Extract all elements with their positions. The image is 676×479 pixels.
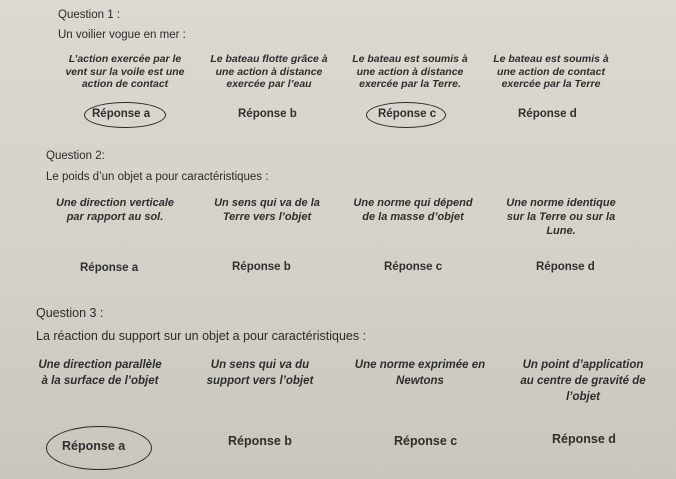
- q1-option-b-line: Le bateau flotte grâce à: [210, 53, 328, 65]
- q3-option-d: [503, 357, 663, 405]
- q3-answer-a[interactable]: Réponse a: [62, 439, 126, 453]
- q1-answer-d[interactable]: Réponse d: [518, 108, 577, 120]
- q3-option-d-line: l’objet: [566, 391, 600, 403]
- q2-option-b-line: Terre vers l’objet: [222, 211, 312, 223]
- q1-option-c-line: Le bateau est soumis à: [352, 53, 468, 65]
- q3-option-c: [345, 357, 495, 389]
- q1-option-b-line: une action à distance: [215, 65, 323, 78]
- q2-option-b-line: Un sens qui va de la: [214, 197, 320, 209]
- q2-option-d-line: Lune.: [546, 225, 576, 237]
- question-1-statement: Un voilier vogue en mer :: [58, 29, 186, 41]
- q1-option-d-line: Le bateau est soumis à: [493, 53, 609, 65]
- question-3-title: Question 3 :: [36, 306, 104, 320]
- q1-option-d-line: exercée par la Terre: [501, 78, 601, 90]
- question-1-title: Question 1 :: [58, 9, 121, 21]
- q1-answer-c[interactable]: Réponse c: [378, 108, 437, 120]
- q2-answer-c[interactable]: Réponse c: [384, 261, 443, 273]
- q1-option-b: [194, 53, 344, 91]
- q2-answer-a[interactable]: Réponse a: [80, 262, 139, 274]
- q3-option-b-line: Un sens qui va du: [210, 359, 310, 371]
- q1-answer-a[interactable]: Réponse a: [92, 108, 151, 120]
- q3-answer-c[interactable]: Réponse c: [394, 434, 458, 448]
- q2-option-d: [486, 196, 636, 238]
- q3-answer-b[interactable]: Réponse b: [228, 434, 292, 448]
- q1-option-c-line: exercée par la Terre.: [359, 78, 461, 90]
- q2-answer-b[interactable]: Réponse b: [232, 261, 291, 273]
- q3-option-c-line: Une norme exprimée en: [354, 359, 486, 371]
- q1-option-a: [50, 53, 200, 91]
- q3-option-c-line: Newtons: [396, 375, 444, 387]
- q2-option-a-line: par rapport au sol.: [66, 211, 164, 223]
- q3-option-a-line: Une direction parallèle: [38, 359, 162, 371]
- question-2-title: Question 2:: [46, 150, 105, 162]
- q1-option-a-line: L’action exercée par le: [68, 53, 182, 65]
- q1-option-a-line: vent sur la voile est une: [65, 65, 185, 78]
- q3-option-a-line: à la surface de l’objet: [41, 375, 159, 387]
- q1-option-b-line: exercée par l’eau: [226, 78, 312, 90]
- q3-option-b: [185, 357, 335, 389]
- q2-option-a-line: Une direction verticale: [56, 197, 174, 209]
- q2-option-b: [192, 196, 342, 224]
- q3-option-b-line: support vers l’objet: [206, 375, 314, 387]
- q2-option-d-line: Une norme identique: [506, 197, 616, 209]
- q1-answer-b[interactable]: Réponse b: [238, 108, 297, 120]
- q2-option-c-line: de la masse d’objet: [362, 211, 464, 223]
- q1-option-d-line: une action de contact: [497, 65, 605, 78]
- q2-answer-d[interactable]: Réponse d: [536, 261, 595, 273]
- q3-option-d-line: au centre de gravité de: [520, 375, 646, 387]
- q2-option-d-line: sur la Terre ou sur la: [506, 211, 616, 223]
- q3-option-a: [20, 357, 180, 389]
- q1-option-a-line: action de contact: [81, 78, 169, 90]
- question-3-statement: La réaction du support sur un objet a pour caractéristiques :: [36, 329, 367, 343]
- q2-option-c: [338, 196, 488, 224]
- q3-answer-d[interactable]: Réponse d: [552, 432, 616, 446]
- q1-option-c-line: une action à distance: [356, 65, 464, 78]
- q2-option-a: [40, 196, 190, 224]
- q3-option-d-line: Un point d’application: [522, 359, 644, 371]
- q1-option-d: [476, 53, 626, 91]
- q1-option-c: [335, 53, 485, 91]
- q2-option-c-line: Une norme qui dépend: [353, 197, 473, 209]
- question-2-statement: Le poids d’un objet a pour caractéristiques :: [46, 171, 269, 183]
